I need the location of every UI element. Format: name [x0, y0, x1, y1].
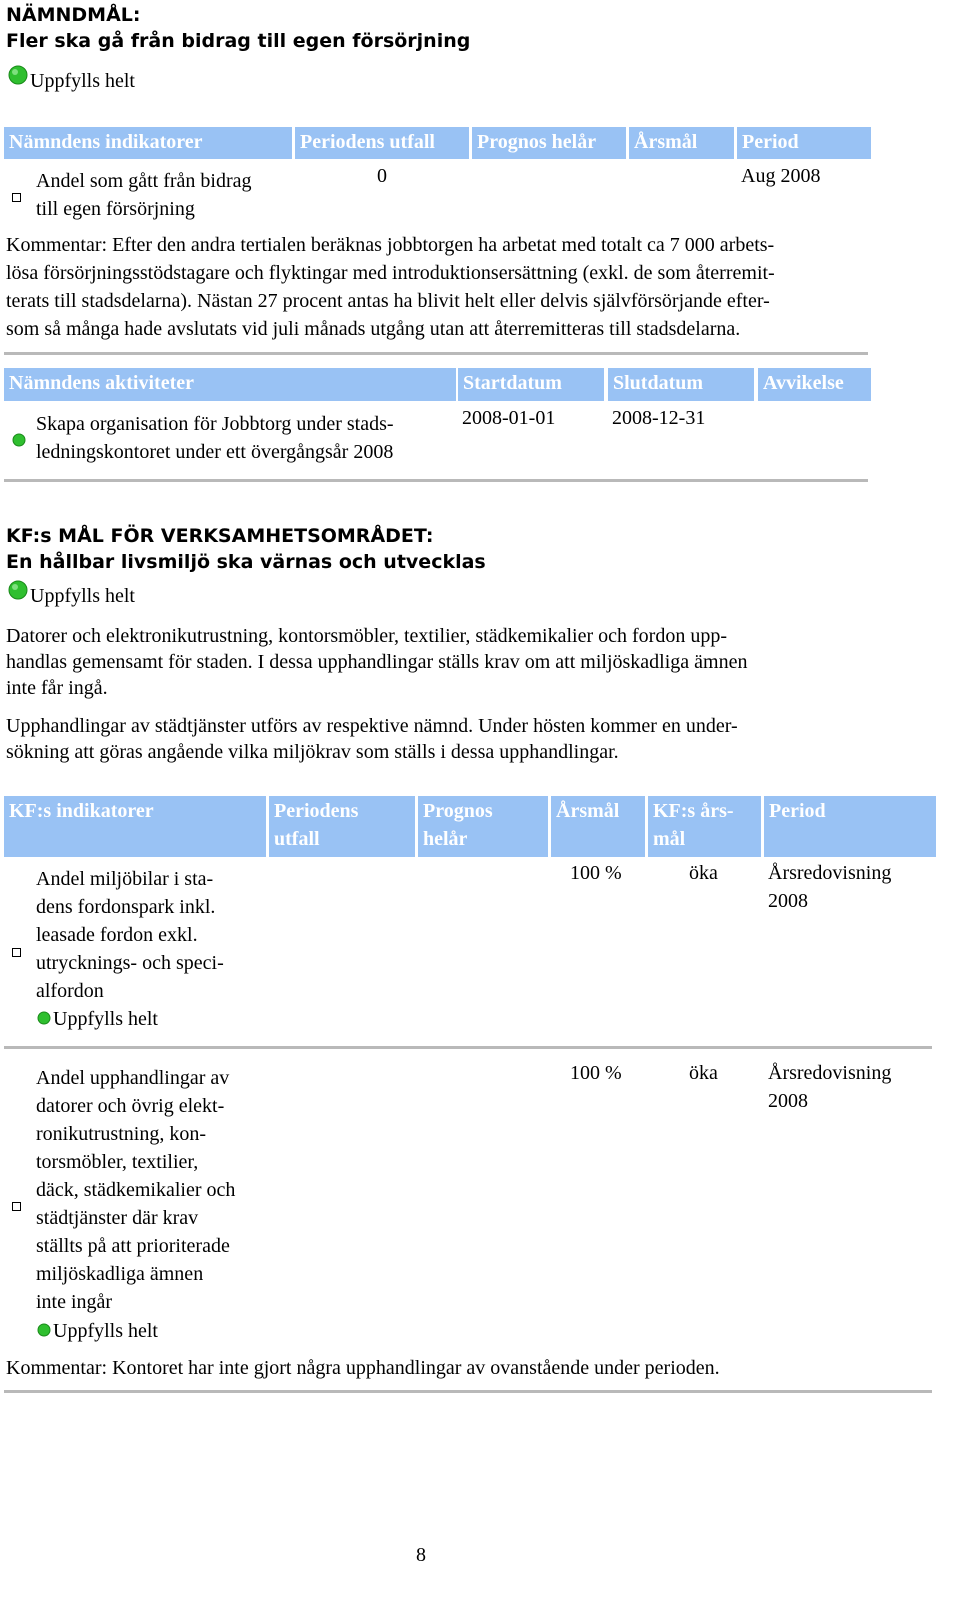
kf-indicator-period-line: 2008 [768, 890, 808, 912]
square-bullet-icon [12, 948, 21, 957]
kf-indicator-period-line: 2008 [768, 1090, 808, 1112]
comment-line: lösa försörjningsstödstagare och flyktingar med introduktionsersättning (exkl. de som återremit- [6, 262, 775, 284]
kf-indicator-name-line: Andel upphandlingar av [36, 1067, 230, 1089]
section1-subheading: Fler ska gå från bidrag till egen försörjning [6, 30, 471, 52]
paragraph-line: sökning att göras angående vilka miljökrav som ställs i dessa upphandlingar. [6, 741, 619, 763]
paragraph-line: inte får ingå. [6, 677, 108, 699]
comment-line: Kommentar: Kontoret har inte gjort några upphandlingar av ovanstående under perioden. [6, 1357, 720, 1379]
kf-indicator-name-line: utrycknings- och speci- [36, 952, 224, 974]
kf-indicator-status: Uppfylls helt [53, 1320, 158, 1342]
divider [4, 1046, 932, 1049]
green-dot-icon [37, 1011, 51, 1025]
green-dot-icon [12, 433, 26, 447]
green-dot-icon [8, 580, 28, 600]
kf-indicator-name-line: däck, städkemikalier och [36, 1179, 236, 1201]
th-avvikelse: Avvikelse [758, 368, 871, 401]
th-kf-arsmal: KF:s års- mål [648, 796, 761, 857]
kf-indicator-name-line: städtjänster där krav [36, 1207, 199, 1229]
kf-indicator-name-line: leasade fordon exkl. [36, 924, 198, 946]
comment-line: terats till stadsdelarna). Nästan 27 procent antas ha blivit helt eller delvis självförsörjande efter- [6, 290, 770, 312]
th-period: Period [737, 127, 871, 159]
green-dot-icon [8, 65, 28, 85]
kf-indicator-name-line: inte ingår [36, 1291, 113, 1313]
kf-indicator-name-line: ställts på att prioriterade [36, 1235, 230, 1257]
activity-end: 2008-12-31 [612, 407, 706, 429]
divider [4, 1390, 932, 1393]
kf-indicator-name-line: dens fordonspark inkl. [36, 896, 216, 918]
th-kf-indikatorer: KF:s indikatorer [4, 796, 266, 857]
th-arsmal: Årsmål [629, 127, 734, 159]
th-startdatum: Startdatum [458, 368, 604, 401]
activity-start: 2008-01-01 [462, 407, 556, 429]
activity-name-line: Skapa organisation för Jobbtorg under stads- [36, 413, 394, 435]
section2-subheading: En hållbar livsmiljö ska värnas och utvecklas [6, 551, 486, 573]
comment-line: Kommentar: Efter den andra tertialen beräknas jobbtorgen ha arbetat med totalt ca 7 000 arbets- [6, 234, 775, 256]
kf-indicator-name-line: miljöskadliga ämnen [36, 1263, 204, 1285]
square-bullet-icon [12, 1202, 21, 1211]
th-namndens-aktiviteter: Nämndens aktiviteter [4, 368, 456, 401]
status-text: Uppfylls helt [30, 585, 135, 607]
kf-indicator-kf-arsmal: öka [689, 1062, 718, 1084]
kf-indicator-name-line: Andel miljöbilar i sta- [36, 868, 214, 890]
kf-indicator-arsmal: 100 % [570, 1062, 622, 1084]
kf-indicator-arsmal: 100 % [570, 862, 622, 884]
th-slutdatum: Slutdatum [608, 368, 754, 401]
th-period: Period [764, 796, 936, 857]
indicator-name-line: till egen försörjning [36, 198, 195, 220]
th-prognos-helar: Prognos helår [472, 127, 626, 159]
kf-indicator-name-line: torsmöbler, textilier, [36, 1151, 199, 1173]
th-arsmal: Årsmål [551, 796, 645, 857]
kf-indicator-name-line: ronikutrustning, kon- [36, 1123, 206, 1145]
divider [4, 352, 868, 355]
indicator-period: Aug 2008 [741, 165, 821, 187]
paragraph-line: handlas gemensamt för staden. I dessa upphandlingar ställs krav om att miljöskadliga ämnen [6, 651, 748, 673]
kf-indicator-period-line: Årsredovisning [768, 862, 892, 884]
kf-indicator-name-line: datorer och övrig elekt- [36, 1095, 225, 1117]
indicator-name-line: Andel som gått från bidrag [36, 170, 252, 192]
section2-heading: KF:s MÅL FÖR VERKSAMHETSOMRÅDET: [6, 525, 434, 547]
status-text: Uppfylls helt [30, 70, 135, 92]
square-bullet-icon [12, 193, 21, 202]
section1-heading: NÄMNDMÅL: [6, 4, 141, 26]
kf-indicator-name-line: alfordon [36, 980, 104, 1002]
kf-indicator-kf-arsmal: öka [689, 862, 718, 884]
green-dot-icon [37, 1323, 51, 1337]
activity-name-line: ledningskontoret under ett övergångsår 2008 [36, 441, 394, 463]
kf-indicator-period-line: Årsredovisning [768, 1062, 892, 1084]
paragraph-line: Upphandlingar av städtjänster utförs av respektive nämnd. Under hösten kommer en under- [6, 715, 738, 737]
divider [4, 479, 868, 482]
comment-line: som så många hade avslutats vid juli månads utgång utan att återremitteras till stadsdelarna. [6, 318, 741, 340]
page-number: 8 [416, 1544, 426, 1566]
th-periodens-utfall: Periodens utfall [295, 127, 469, 159]
indicator-utfall: 0 [377, 165, 387, 187]
paragraph-line: Datorer och elektronikutrustning, kontorsmöbler, textilier, städkemikalier och fordon upp- [6, 625, 727, 647]
kf-indicator-status: Uppfylls helt [53, 1008, 158, 1030]
th-periodens-utfall: Periodens utfall [269, 796, 415, 857]
th-namndens-indikatorer: Nämndens indikatorer [4, 127, 292, 159]
th-prognos-helar: Prognos helår [418, 796, 548, 857]
